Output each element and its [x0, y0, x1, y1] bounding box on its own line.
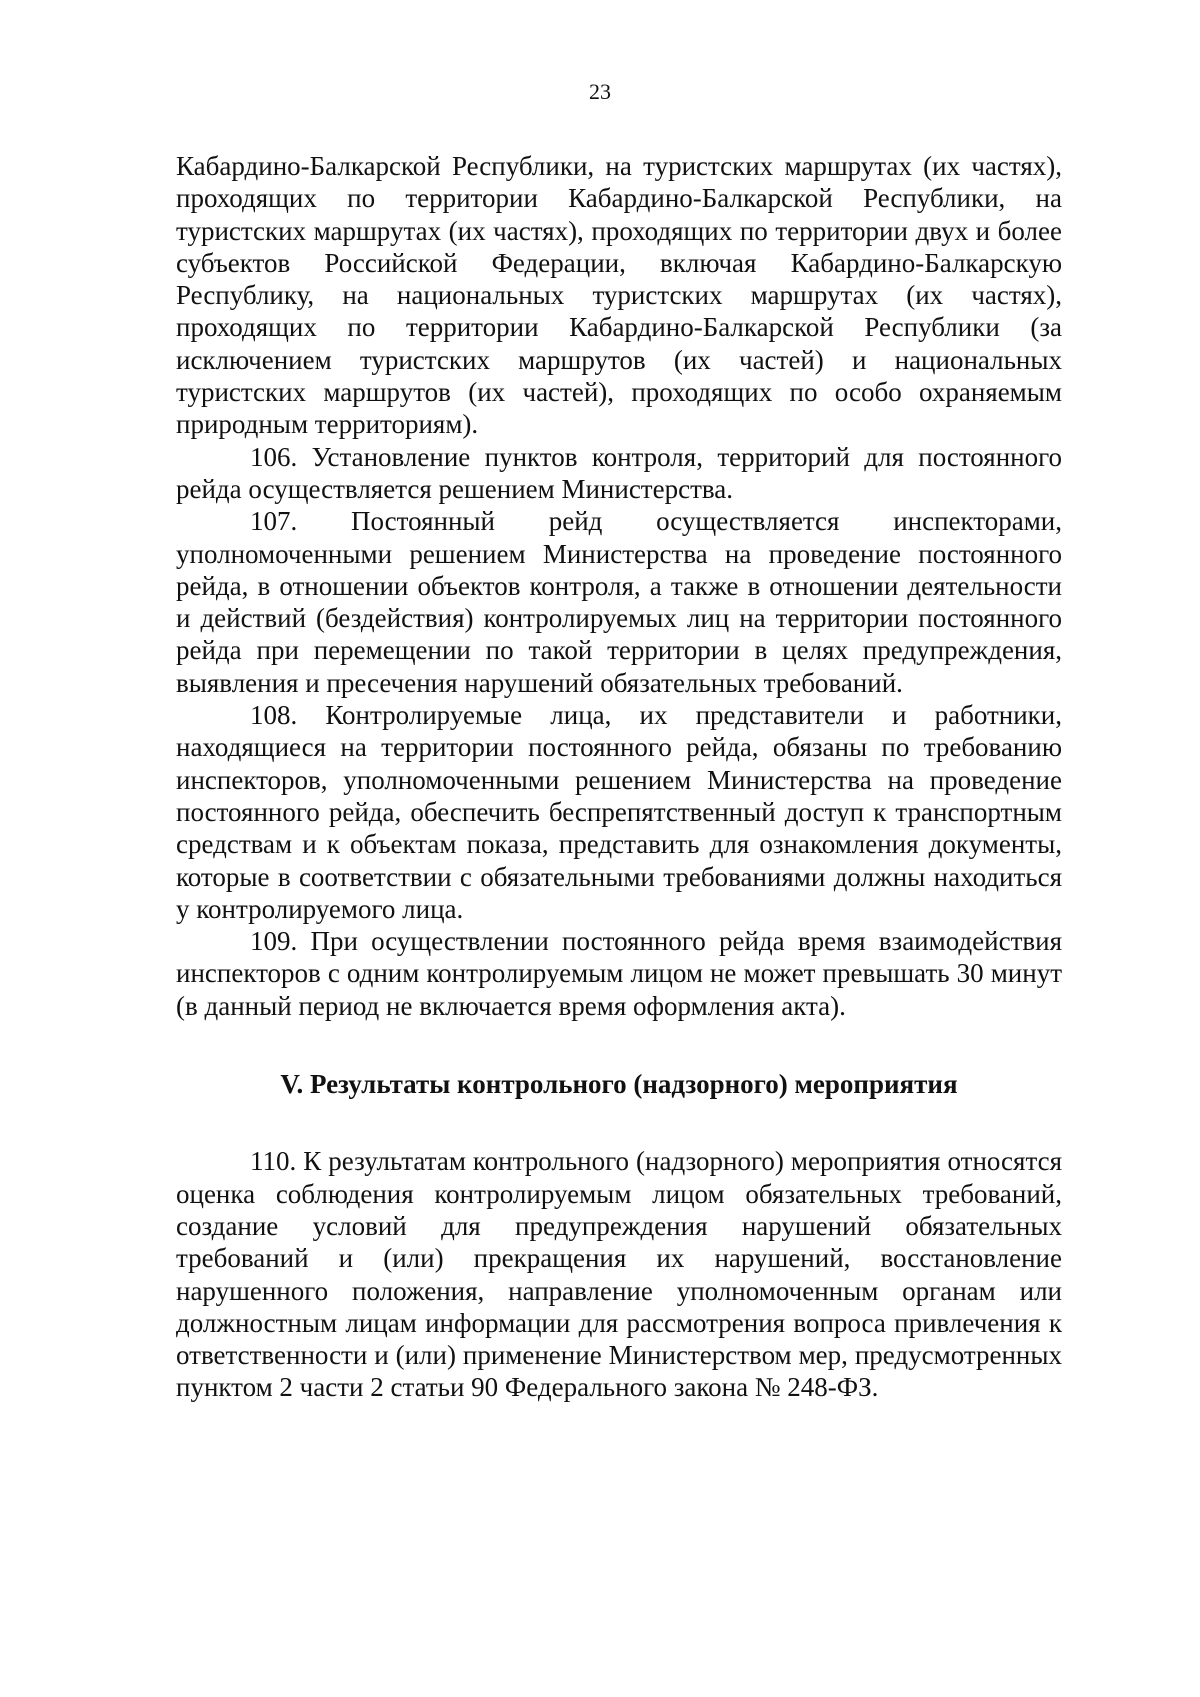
paragraph-continuation: Кабардино-Балкарской Республики, на туристских маршрутах (их частях), проходящих по территории Кабардино-Балкарской Республики, на туристских маршрутах (их частях), проходящих по территории двух и более субъектов Российской Федерации, включая Кабардино-Балкарскую Республику, на национальных туристских маршрутах (их частях), проходящих по территории Кабардино-Балкарской Республики (за исключением туристских маршрутов (их частей) и национальных туристских маршрутов (их частей), проходящих по особо охраняемым природным территориям). — [176, 151, 1062, 440]
paragraph-110: 110. К результатам контрольного (надзорного) мероприятия относятся оценка соблюдения контролируемым лицом обязательных требований, создание условий для предупреждения нарушений обязательных требований и (или) прекращения их нарушений, восстановление нарушенного положения, направление уполномоченным органам или должностным лицам информации для рассмотрения вопроса привлечения к ответственности и (или) применение Министерством мер, предусмотренных пунктом 2 части 2 статьи 90 Федерального закона № 248-ФЗ. — [176, 1146, 1062, 1403]
page-number: 23 — [589, 79, 611, 104]
section-heading: V. Результаты контрольного (надзорного) мероприятия — [280, 1069, 958, 1100]
paragraph-109: 109. При осуществлении постоянного рейда время взаимодействия инспекторов с одним контролируемым лицом не может превышать 30 минут (в данный период не включается время оформления акта). — [176, 926, 1062, 1021]
paragraph-107: 107. Постоянный рейд осуществляется инспекторами, уполномоченными решением Министерства на проведение постоянного рейда, в отношении объектов контроля, а также в отношении деятельности и действий (бездействия) контролируемых лиц на территории постоянного рейда при перемещении по такой территории в целях предупреждения, выявления и пресечения нарушений обязательных требований. — [176, 506, 1062, 698]
document-body — [176, 150, 1062, 1404]
paragraph-106: 106. Установление пунктов контроля, территорий для постоянного рейда осуществляется решением Министерства. — [176, 441, 1062, 504]
paragraph-108: 108. Контролируемые лица, их представители и работники, находящиеся на территории постоянного рейда, обязаны по требованию инспекторов, уполномоченными решением Министерства на проведение постоянного рейда, обеспечить беспрепятственный доступ к транспортным средствам и к объектам показа, представить для ознакомления документы, которые в соответствии с обязательными требованиями должны находиться у контролируемого лица. — [176, 700, 1062, 924]
